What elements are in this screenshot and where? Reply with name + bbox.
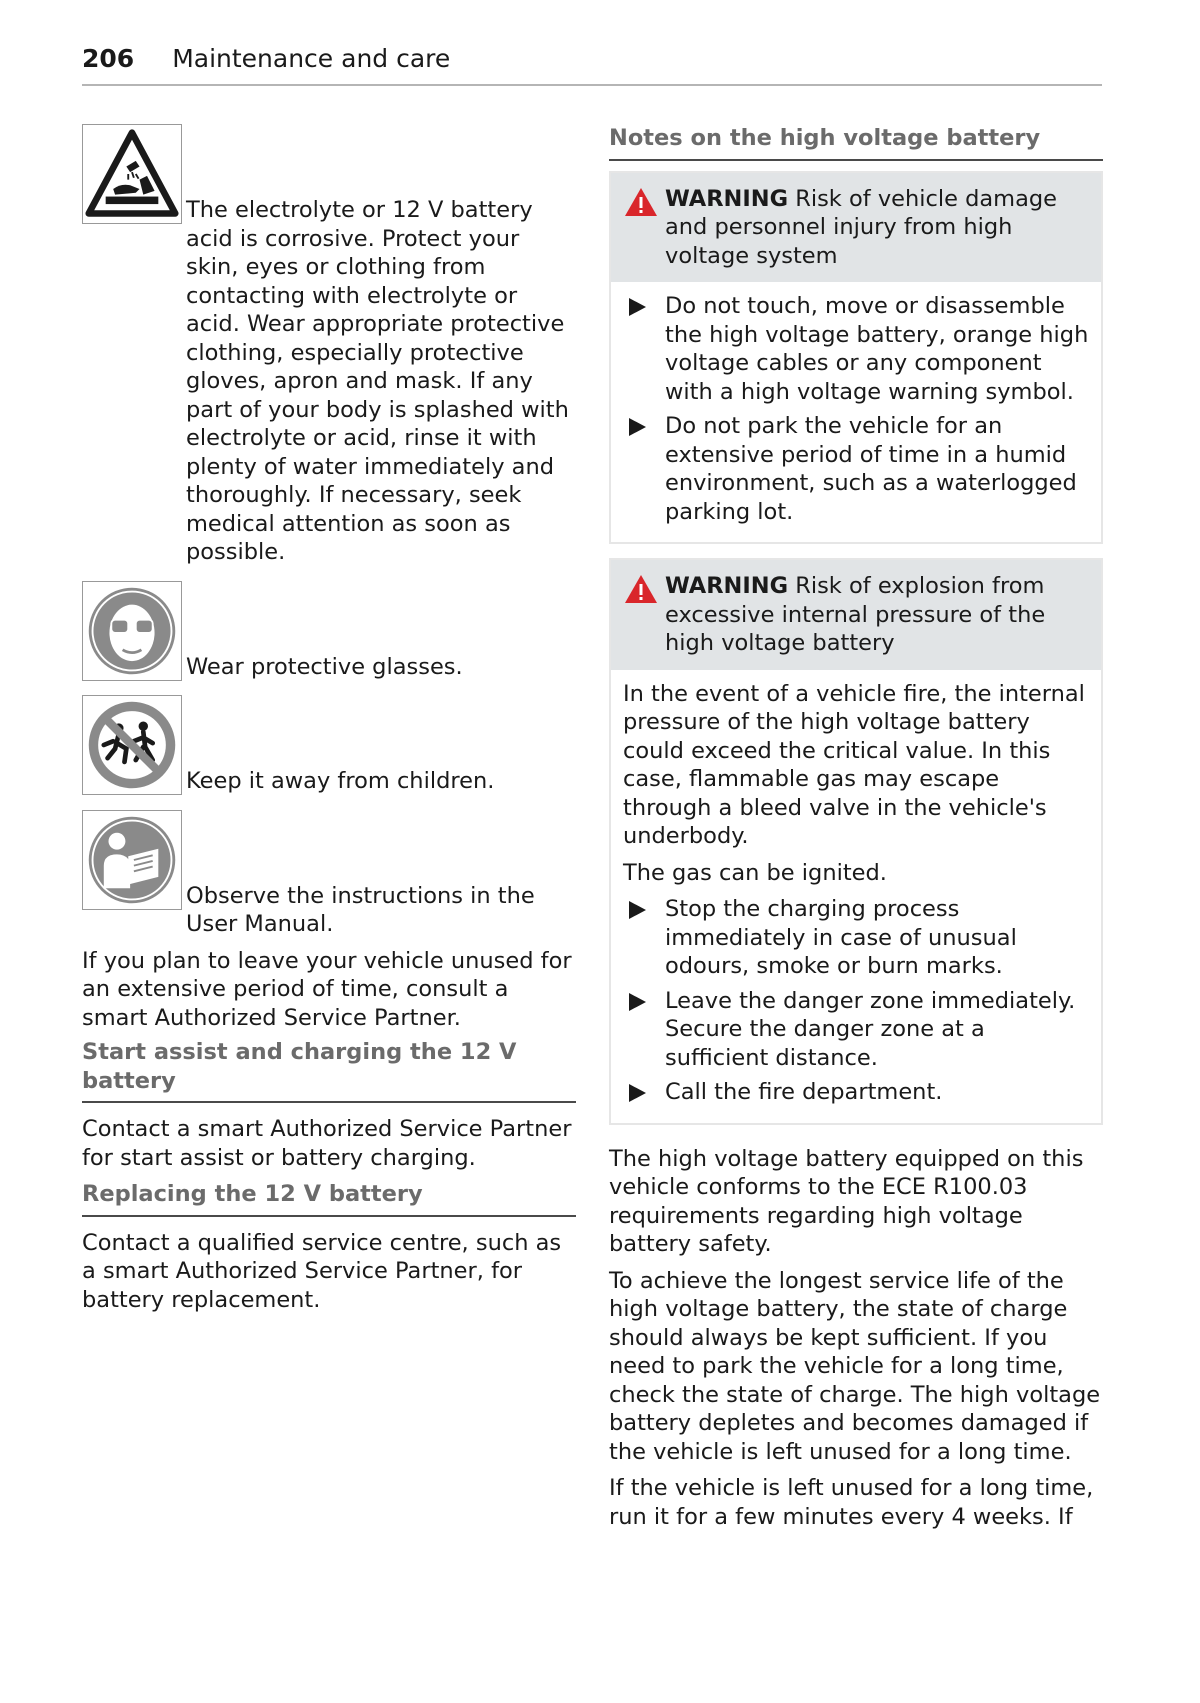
page-number: 206 <box>82 44 135 73</box>
gas-ignite-text: The gas can be ignited. <box>623 859 887 886</box>
start-assist-heading: Start assist and charging the 12 V battery <box>82 1038 576 1103</box>
warning-triangle-icon <box>624 574 658 604</box>
list-item: Leave the danger zone immediately. Secure the danger zone at a sufficient distance. <box>623 987 1089 1073</box>
list-item: Do not park the vehicle for an extensive period of time in a humid environment, such as a waterlogged parking lot. <box>623 412 1089 526</box>
arrow-icon <box>629 298 646 316</box>
glasses-block <box>82 581 576 682</box>
list-item: Call the fire department. <box>623 1078 1089 1107</box>
left-column <box>82 124 576 1314</box>
warning-box-high-voltage <box>609 171 1103 545</box>
corrosive-block <box>82 124 576 567</box>
warning-title: Risk of vehicle damage and personnel injury from high voltage system <box>665 185 1058 269</box>
unused-vehicle-text: If you plan to leave your vehicle unused for an extensive period of time, consult a smart Authorized Service Partner. <box>82 947 572 1031</box>
warning-header <box>611 560 1101 670</box>
replacing-heading: Replacing the 12 V battery <box>82 1180 576 1217</box>
list-item: Do not touch, move or disassemble the high voltage battery, orange high voltage cables or any component with a high voltage warning symbol. <box>623 292 1089 406</box>
start-assist-text: Contact a smart Authorized Service Partner for start assist or battery charging. <box>82 1116 572 1171</box>
children-text: Keep it away from children. <box>186 768 495 794</box>
warning-body <box>611 282 1101 542</box>
arrow-icon <box>629 901 646 919</box>
right-column <box>609 124 1103 1531</box>
children-block <box>82 695 576 796</box>
corrosive-warning-icon <box>82 124 182 224</box>
warning-header <box>611 173 1101 283</box>
warning-label: WARNING <box>665 573 789 599</box>
fire-pressure-text: In the event of a vehicle fire, the internal pressure of the high voltage battery could exceed the critical value. In this case, flammable gas may escape through a bleed valve in the vehicle's underbody. <box>623 680 1085 849</box>
warning-label: WARNING <box>665 185 789 212</box>
warning-triangle-icon <box>624 187 658 217</box>
arrow-icon <box>629 1084 646 1102</box>
list-item: Stop the charging process immediately in case of unusual odours, smoke or burn marks. <box>623 895 1089 981</box>
protective-glasses-icon <box>82 581 182 681</box>
glasses-text: Wear protective glasses. <box>186 653 463 680</box>
warning-box-explosion <box>609 558 1103 1125</box>
keep-away-children-icon <box>82 695 182 795</box>
high-voltage-heading: Notes on the high voltage battery <box>609 124 1103 161</box>
arrow-icon <box>629 993 646 1011</box>
arrow-icon <box>629 418 646 436</box>
corrosive-text: The electrolyte or 12 V battery acid is corrosive. Protect your skin, eyes or clothing from contacting with electrolyte or acid. Wear appropriate protective clothing, especially protective gloves, apron and mask. If any part of your body is splashed with electrolyte or acid, rinse it with plenty of water immediately and thoroughly. If necessary, seek medical attention as soon as possible. <box>186 197 569 565</box>
manual-text: Observe the instructions in the User Manual. <box>186 882 535 937</box>
page-header <box>82 44 1102 86</box>
service-life-text: To achieve the longest service life of the high voltage battery, the state of charge should always be kept sufficient. If you need to park the vehicle for a long time, check the state of charge. The high voltage battery depletes and becomes damaged if the vehicle is left unused for a long time. <box>609 1267 1101 1465</box>
warning-title: Risk of explosion from excessive internal pressure of the high voltage battery <box>665 573 1046 656</box>
warning-body <box>611 670 1101 1123</box>
manual-block <box>82 810 576 939</box>
unused-run-text: If the vehicle is left unused for a long time, run it for a few minutes every 4 weeks. If <box>609 1475 1094 1530</box>
read-manual-icon <box>82 810 182 910</box>
chapter-title: Maintenance and care <box>172 44 451 73</box>
replacing-text: Contact a qualified service centre, such as a smart Authorized Service Partner, for battery replacement. <box>82 1229 562 1313</box>
ece-compliance-text: The high voltage battery equipped on this vehicle conforms to the ECE R100.03 requirements regarding high voltage battery safety. <box>609 1145 1084 1257</box>
